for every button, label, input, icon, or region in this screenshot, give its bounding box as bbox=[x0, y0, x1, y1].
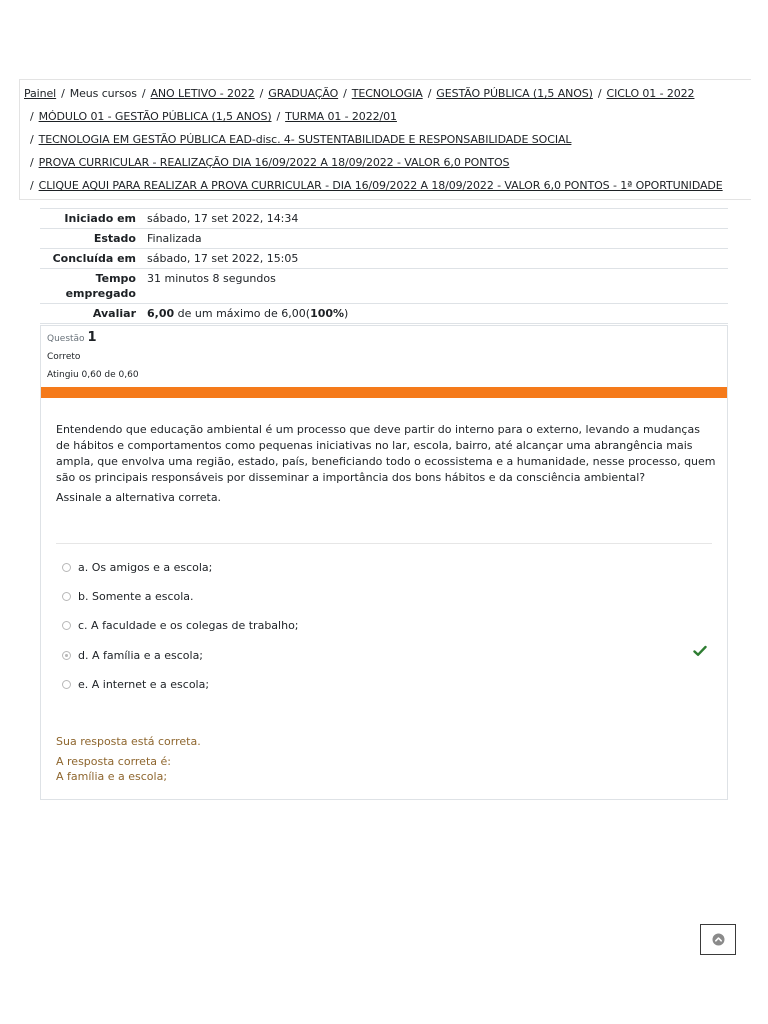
breadcrumb-line-4 bbox=[30, 156, 509, 170]
breadcrumb-separator: / bbox=[427, 87, 432, 100]
breadcrumb-tecnologia-link[interactable]: TECNOLOGIA bbox=[351, 87, 423, 100]
summary-row-concluida bbox=[40, 248, 728, 268]
summary-label: Avaliar bbox=[92, 307, 136, 320]
chevron-up-icon bbox=[712, 933, 725, 946]
breadcrumb bbox=[19, 79, 751, 200]
summary-label: Iniciado em bbox=[64, 212, 136, 225]
breadcrumb-separator: / bbox=[30, 179, 34, 192]
feedback-correct: Sua resposta está correta. bbox=[56, 735, 201, 748]
summary-row-iniciado bbox=[40, 208, 728, 228]
question-statement: Entendendo que educação ambiental é um processo que deve partir do interno para o externo, levando a mudanças de hábitos e comportamentos como pequenas iniciativas no lar, escola, bairro, até alcançar uma abrangência mais ampla, que envolva uma região, estado, país, beneficiando todo o ecossistema e a humanidade, nesse processo, quem são os principais responsáveis por disseminar a importância dos bons hábitos e da consciência ambiental? bbox=[56, 423, 716, 484]
summary-row-tempo bbox=[40, 268, 728, 303]
option-a[interactable] bbox=[62, 561, 212, 574]
breadcrumb-separator: / bbox=[30, 110, 34, 123]
feedback-answer: A família e a escola; bbox=[56, 770, 168, 783]
summary-row-avaliar bbox=[40, 303, 728, 324]
question-accent-bar bbox=[41, 387, 727, 398]
option-d[interactable] bbox=[62, 649, 203, 662]
breadcrumb-separator: / bbox=[141, 87, 146, 100]
option-label: c. A faculdade e os colegas de trabalho; bbox=[78, 619, 299, 632]
divider bbox=[56, 543, 712, 544]
breadcrumb-realizar-prova-link[interactable]: CLIQUE AQUI PARA REALIZAR A PROVA CURRICULAR - DIA 16/09/2022 A 18/09/2022 - VALOR 6,0 PONTOS - 1ª OPORTUNIDADE bbox=[38, 179, 723, 192]
breadcrumb-line-5 bbox=[30, 179, 723, 193]
summary-label: Concluída em bbox=[52, 252, 136, 265]
option-label: e. A internet e a escola; bbox=[78, 678, 210, 691]
option-label: b. Somente a escola. bbox=[78, 590, 194, 603]
summary-label-part: Tempo bbox=[95, 272, 136, 285]
breadcrumb-separator: / bbox=[597, 87, 602, 100]
breadcrumb-separator: / bbox=[30, 156, 34, 169]
question-status: Correto bbox=[47, 352, 81, 362]
breadcrumb-separator: / bbox=[276, 110, 281, 123]
option-b[interactable] bbox=[62, 590, 194, 603]
option-label: a. Os amigos e a escola; bbox=[78, 561, 213, 574]
radio-button[interactable] bbox=[62, 592, 71, 601]
score-max-text: de um máximo de 6,00( bbox=[174, 307, 311, 320]
option-label: d. A família e a escola; bbox=[78, 649, 204, 662]
summary-row-estado bbox=[40, 228, 728, 248]
breadcrumb-ano-letivo-link[interactable]: ANO LETIVO - 2022 bbox=[150, 87, 255, 100]
summary-value: sábado, 17 set 2022, 14:34 bbox=[147, 212, 299, 225]
question-card bbox=[40, 325, 728, 800]
breadcrumb-disciplina-link[interactable]: TECNOLOGIA EM GESTÃO PÚBLICA EAD-disc. 4- SUSTENTABILIDADE E RESPONSABILIDADE SOCIAL bbox=[38, 133, 572, 146]
breadcrumb-separator: / bbox=[259, 87, 264, 100]
option-c[interactable] bbox=[62, 619, 299, 632]
question-grade: Atingiu 0,60 de 0,60 bbox=[47, 370, 139, 380]
score-close-paren: ) bbox=[344, 307, 349, 320]
check-icon bbox=[693, 645, 707, 657]
summary-value: sábado, 17 set 2022, 15:05 bbox=[147, 252, 299, 265]
breadcrumb-line-3 bbox=[30, 133, 571, 147]
breadcrumb-prova-link[interactable]: PROVA CURRICULAR - REALIZAÇÃO DIA 16/09/2022 A 18/09/2022 - VALOR 6,0 PONTOS bbox=[38, 156, 510, 169]
breadcrumb-line-1 bbox=[24, 87, 694, 101]
breadcrumb-separator: / bbox=[61, 87, 65, 100]
radio-button[interactable] bbox=[62, 680, 71, 689]
breadcrumb-modulo-link[interactable]: MÓDULO 01 - GESTÃO PÚBLICA (1,5 ANOS) bbox=[38, 110, 272, 123]
breadcrumb-painel-link[interactable]: Painel bbox=[24, 87, 57, 100]
back-to-top-button[interactable] bbox=[700, 924, 736, 955]
breadcrumb-separator: / bbox=[30, 133, 34, 146]
question-label: Questão bbox=[47, 334, 85, 344]
score-percent: 100% bbox=[310, 307, 345, 320]
breadcrumb-ciclo-link[interactable]: CICLO 01 - 2022 bbox=[606, 87, 695, 100]
score-value: 6,00 bbox=[147, 307, 175, 320]
breadcrumb-graduacao-link[interactable]: GRADUAÇÃO bbox=[268, 87, 339, 100]
summary-label bbox=[40, 269, 146, 303]
question-info bbox=[47, 330, 139, 380]
attempt-summary-table bbox=[40, 208, 728, 324]
breadcrumb-turma-link[interactable]: TURMA 01 - 2022/01 bbox=[285, 110, 397, 123]
summary-label: Estado bbox=[93, 232, 136, 245]
question-number: 1 bbox=[87, 330, 97, 345]
summary-label-part: empregado bbox=[65, 287, 136, 300]
summary-value bbox=[146, 304, 348, 323]
summary-value: 31 minutos 8 segundos bbox=[147, 272, 276, 285]
feedback-answer-label: A resposta correta é: bbox=[56, 755, 171, 768]
radio-button[interactable] bbox=[62, 621, 71, 630]
breadcrumb-separator: / bbox=[343, 87, 347, 100]
breadcrumb-line-2 bbox=[30, 110, 397, 124]
breadcrumb-gestao-publica-link[interactable]: GESTÃO PÚBLICA (1,5 ANOS) bbox=[436, 87, 593, 100]
radio-button[interactable] bbox=[62, 563, 71, 572]
option-e[interactable] bbox=[62, 678, 209, 691]
question-text bbox=[56, 422, 716, 510]
summary-value: Finalizada bbox=[147, 232, 202, 245]
breadcrumb-meus-cursos: Meus cursos bbox=[69, 87, 137, 100]
radio-button-selected[interactable] bbox=[62, 651, 71, 660]
question-instruction: Assinale a alternativa correta. bbox=[56, 491, 222, 504]
